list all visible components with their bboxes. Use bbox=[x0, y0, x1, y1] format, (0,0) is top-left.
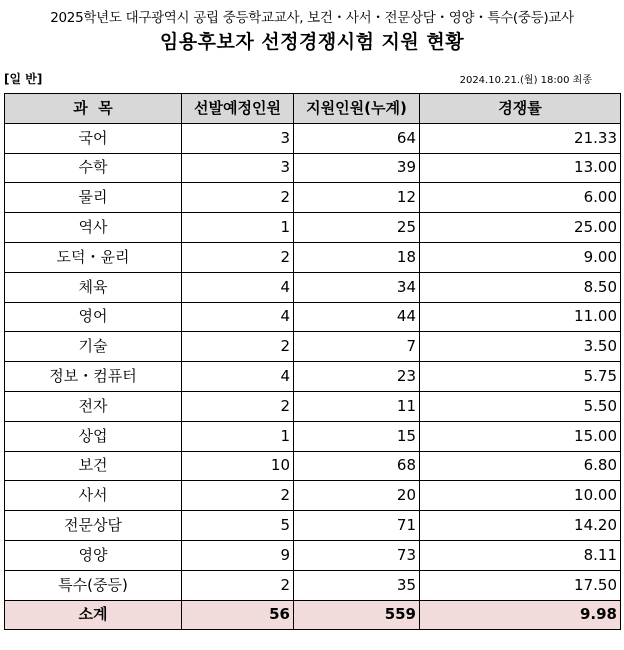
table-row bbox=[5, 213, 621, 243]
cell-ratio: 13.00 bbox=[420, 153, 621, 183]
cell-applicants: 11 bbox=[294, 391, 420, 421]
table-row bbox=[5, 153, 621, 183]
section-label: [일 반] bbox=[4, 72, 43, 86]
cell-applicants: 25 bbox=[294, 213, 420, 243]
cell-subject: 역사 bbox=[5, 213, 182, 243]
total-row bbox=[5, 600, 621, 630]
cell-planned: 2 bbox=[182, 481, 294, 511]
cell-planned: 4 bbox=[182, 302, 294, 332]
cell-planned: 2 bbox=[182, 332, 294, 362]
cell-planned: 5 bbox=[182, 511, 294, 541]
table-row bbox=[5, 481, 621, 511]
cell-subject: 보건 bbox=[5, 451, 182, 481]
table-body bbox=[5, 123, 621, 600]
cell-applicants: 18 bbox=[294, 242, 420, 272]
cell-subject: 정보・컴퓨터 bbox=[5, 362, 182, 392]
cell-planned: 3 bbox=[182, 153, 294, 183]
cell-applicants: 35 bbox=[294, 570, 420, 600]
total-ratio: 9.98 bbox=[420, 600, 621, 630]
cell-ratio: 21.33 bbox=[420, 123, 621, 153]
cell-ratio: 11.00 bbox=[420, 302, 621, 332]
table-row bbox=[5, 242, 621, 272]
cell-applicants: 68 bbox=[294, 451, 420, 481]
cell-subject: 영양 bbox=[5, 540, 182, 570]
total-label: 소계 bbox=[5, 600, 182, 630]
cell-subject: 물리 bbox=[5, 183, 182, 213]
header-subject: 과 목 bbox=[5, 94, 182, 124]
cell-planned: 9 bbox=[182, 540, 294, 570]
cell-ratio: 3.50 bbox=[420, 332, 621, 362]
cell-subject: 전문상담 bbox=[5, 511, 182, 541]
table-row bbox=[5, 421, 621, 451]
cell-planned: 2 bbox=[182, 183, 294, 213]
cell-ratio: 15.00 bbox=[420, 421, 621, 451]
cell-ratio: 8.50 bbox=[420, 272, 621, 302]
cell-subject: 체육 bbox=[5, 272, 182, 302]
cell-ratio: 17.50 bbox=[420, 570, 621, 600]
header-ratio: 경쟁률 bbox=[420, 94, 621, 124]
cell-applicants: 73 bbox=[294, 540, 420, 570]
meta-row bbox=[4, 70, 620, 86]
cell-ratio: 10.00 bbox=[420, 481, 621, 511]
cell-ratio: 5.75 bbox=[420, 362, 621, 392]
total-planned: 56 bbox=[182, 600, 294, 630]
cell-subject: 국어 bbox=[5, 123, 182, 153]
cell-applicants: 7 bbox=[294, 332, 420, 362]
table-row bbox=[5, 302, 621, 332]
cell-subject: 특수(중등) bbox=[5, 570, 182, 600]
cell-planned: 10 bbox=[182, 451, 294, 481]
cell-applicants: 44 bbox=[294, 302, 420, 332]
cell-ratio: 14.20 bbox=[420, 511, 621, 541]
cell-ratio: 6.80 bbox=[420, 451, 621, 481]
date-label: 2024.10.21.(월) 18:00 최종 bbox=[459, 75, 592, 86]
cell-planned: 4 bbox=[182, 272, 294, 302]
table-header-row bbox=[5, 94, 621, 124]
cell-applicants: 39 bbox=[294, 153, 420, 183]
cell-ratio: 6.00 bbox=[420, 183, 621, 213]
table-row bbox=[5, 570, 621, 600]
document-title-line2: 임용후보자 선정경쟁시험 지원 현황 bbox=[159, 31, 465, 53]
cell-subject: 도덕・윤리 bbox=[5, 242, 182, 272]
table-row bbox=[5, 362, 621, 392]
table-row bbox=[5, 511, 621, 541]
cell-planned: 2 bbox=[182, 391, 294, 421]
cell-applicants: 34 bbox=[294, 272, 420, 302]
cell-subject: 전자 bbox=[5, 391, 182, 421]
table-row bbox=[5, 391, 621, 421]
cell-subject: 사서 bbox=[5, 481, 182, 511]
table-row bbox=[5, 183, 621, 213]
cell-subject: 영어 bbox=[5, 302, 182, 332]
cell-ratio: 5.50 bbox=[420, 391, 621, 421]
cell-applicants: 23 bbox=[294, 362, 420, 392]
cell-applicants: 15 bbox=[294, 421, 420, 451]
table-row bbox=[5, 332, 621, 362]
cell-ratio: 8.11 bbox=[420, 540, 621, 570]
cell-planned: 1 bbox=[182, 421, 294, 451]
cell-subject: 상업 bbox=[5, 421, 182, 451]
cell-applicants: 12 bbox=[294, 183, 420, 213]
table-row bbox=[5, 540, 621, 570]
document-title-line1: 2025학년도 대구광역시 공립 중등학교교사, 보건・사서・전문상담・영양・특수(중등)교사 bbox=[50, 10, 574, 26]
cell-subject: 기술 bbox=[5, 332, 182, 362]
total-applicants: 559 bbox=[294, 600, 420, 630]
cell-planned: 2 bbox=[182, 242, 294, 272]
header-applicants: 지원인원(누계) bbox=[294, 94, 420, 124]
cell-applicants: 64 bbox=[294, 123, 420, 153]
header-planned: 선발예정인원 bbox=[182, 94, 294, 124]
table-row bbox=[5, 272, 621, 302]
cell-planned: 3 bbox=[182, 123, 294, 153]
cell-ratio: 25.00 bbox=[420, 213, 621, 243]
cell-applicants: 71 bbox=[294, 511, 420, 541]
cell-planned: 1 bbox=[182, 213, 294, 243]
table-row bbox=[5, 451, 621, 481]
cell-planned: 2 bbox=[182, 570, 294, 600]
cell-planned: 4 bbox=[182, 362, 294, 392]
cell-ratio: 9.00 bbox=[420, 242, 621, 272]
table-row bbox=[5, 123, 621, 153]
applicant-status-table bbox=[4, 93, 621, 630]
cell-subject: 수학 bbox=[5, 153, 182, 183]
cell-applicants: 20 bbox=[294, 481, 420, 511]
